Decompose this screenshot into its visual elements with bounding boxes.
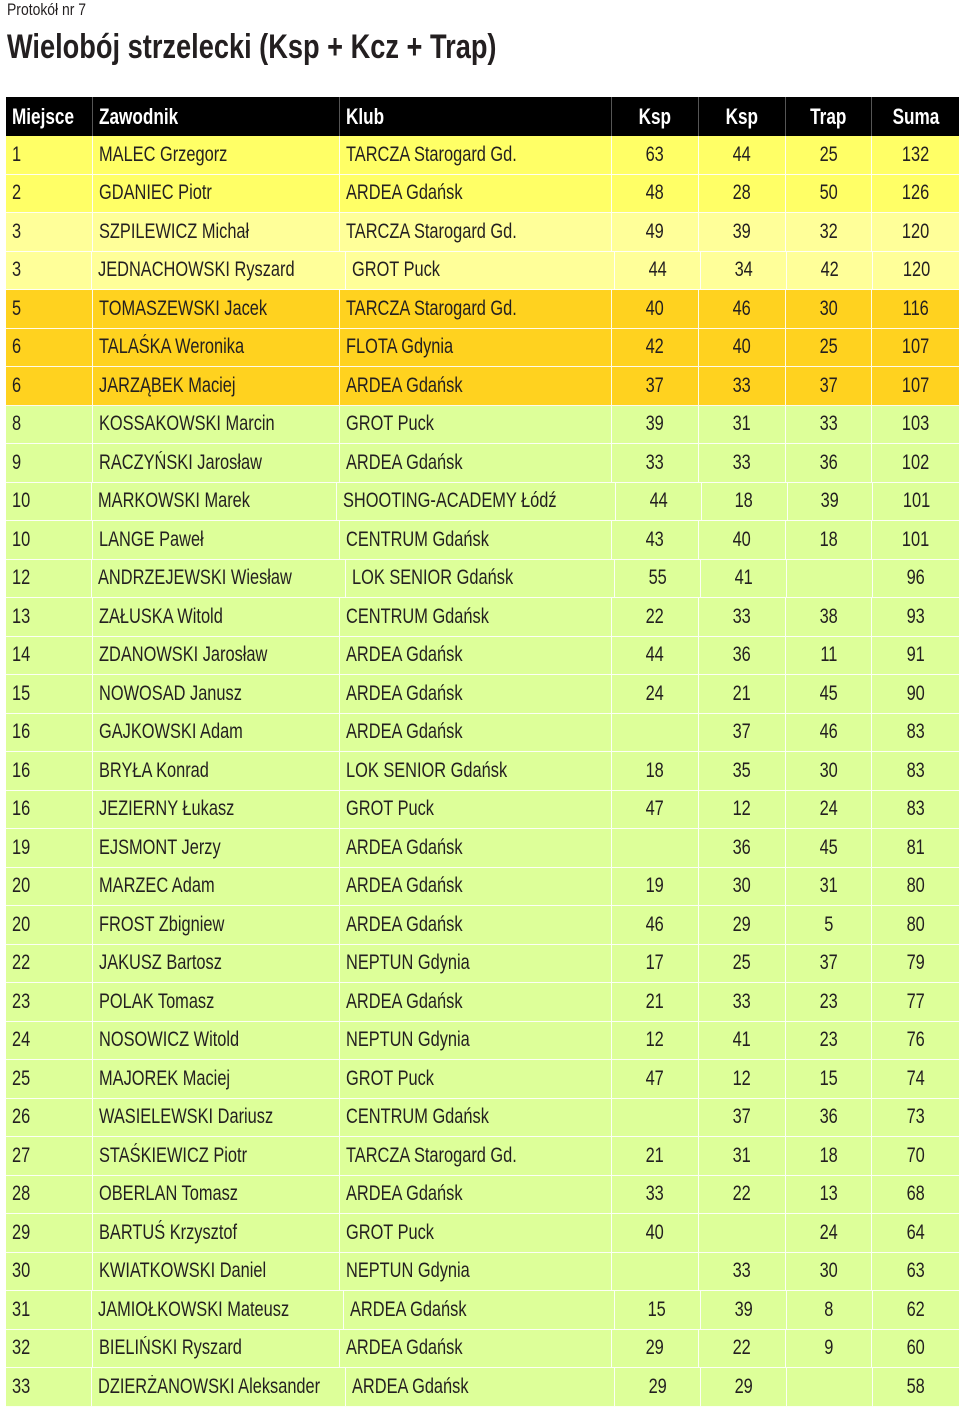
name-cell: BARTUŚ Krzysztof <box>93 1214 341 1253</box>
sum-cell: 80 <box>872 868 959 907</box>
name-cell: OBERLAN Tomasz <box>93 1176 341 1215</box>
club-cell: GROT Puck <box>346 252 615 291</box>
table-row <box>6 1253 959 1292</box>
sum-cell: 103 <box>872 406 959 445</box>
place-cell: 9 <box>6 444 93 483</box>
sum-cell: 93 <box>872 598 959 637</box>
table-row <box>6 598 959 637</box>
ksp-1-cell: 19 <box>612 868 699 907</box>
sum-cell: 58 <box>873 1368 959 1407</box>
sum-cell: 91 <box>872 637 959 676</box>
trap-cell: 13 <box>786 1176 873 1215</box>
ksp-2-cell: 22 <box>699 1330 786 1369</box>
ksp-2-cell: 37 <box>699 714 786 753</box>
sum-cell: 76 <box>872 1022 959 1061</box>
place-cell: 24 <box>6 1022 93 1061</box>
sum-cell: 83 <box>872 714 959 753</box>
name-cell: BIELIŃSKI Ryszard <box>93 1330 341 1369</box>
ksp-2-cell: 35 <box>699 752 786 791</box>
club-cell: CENTRUM Gdańsk <box>340 598 612 637</box>
sum-cell: 79 <box>872 945 959 984</box>
ksp-2-cell: 44 <box>699 136 786 175</box>
sum-cell: 83 <box>872 791 959 830</box>
table-row <box>6 1137 959 1176</box>
name-cell: BRYŁA Konrad <box>93 752 341 791</box>
ksp-2-cell: 36 <box>699 637 786 676</box>
sum-cell: 68 <box>872 1176 959 1215</box>
name-cell: KOSSAKOWSKI Marcin <box>93 406 341 445</box>
name-cell: LANGE Paweł <box>93 521 341 560</box>
sum-cell: 64 <box>872 1214 959 1253</box>
ksp-1-cell: 49 <box>612 213 699 252</box>
sum-cell: 70 <box>872 1137 959 1176</box>
table-row <box>6 406 959 445</box>
name-cell: STAŚKIEWICZ Piotr <box>93 1137 341 1176</box>
ksp-2-cell: 41 <box>701 560 787 599</box>
table-row <box>6 560 959 599</box>
name-cell: JAMIOŁKOWSKI Mateusz <box>92 1291 344 1330</box>
ksp-1-cell: 40 <box>612 290 699 329</box>
name-cell: MALEC Grzegorz <box>93 136 341 175</box>
trap-cell: 25 <box>786 136 873 175</box>
sum-cell: 132 <box>872 136 959 175</box>
club-cell: ARDEA Gdańsk <box>340 675 612 714</box>
place-cell: 31 <box>6 1291 92 1330</box>
trap-cell: 45 <box>786 675 873 714</box>
trap-cell: 37 <box>786 367 873 406</box>
ksp-1-cell: 33 <box>612 1176 699 1215</box>
table-row <box>6 329 959 368</box>
ksp-1-cell: 24 <box>612 675 699 714</box>
ksp-2-cell: 22 <box>699 1176 786 1215</box>
name-cell: GAJKOWSKI Adam <box>93 714 341 753</box>
name-cell: ZDANOWSKI Jarosław <box>93 637 341 676</box>
ksp-1-cell: 47 <box>612 1060 699 1099</box>
table-row <box>6 945 959 984</box>
club-cell: ARDEA Gdańsk <box>340 1176 612 1215</box>
table-row <box>6 136 959 175</box>
ksp-2-cell: 29 <box>701 1368 787 1407</box>
trap-cell <box>787 1368 873 1407</box>
ksp-2-cell: 33 <box>699 367 786 406</box>
name-cell: ZAŁUSKA Witold <box>93 598 341 637</box>
sum-cell: 107 <box>872 329 959 368</box>
ksp-1-cell: 44 <box>615 252 701 291</box>
trap-cell: 37 <box>786 945 873 984</box>
ksp-2-cell: 37 <box>699 1099 786 1138</box>
ksp-2-cell: 12 <box>699 1060 786 1099</box>
place-cell: 33 <box>6 1368 92 1407</box>
protocol-number: Protokół nr 7 <box>7 0 87 19</box>
place-cell: 16 <box>6 714 93 753</box>
name-cell: NOSOWICZ Witold <box>93 1022 341 1061</box>
club-cell: ARDEA Gdańsk <box>340 444 612 483</box>
ksp-1-cell: 43 <box>612 521 699 560</box>
club-cell: GROT Puck <box>340 1060 612 1099</box>
club-cell: LOK SENIOR Gdańsk <box>346 560 615 599</box>
place-cell: 3 <box>6 252 92 291</box>
ksp-2-cell: 33 <box>699 983 786 1022</box>
name-cell: MARZEC Adam <box>93 868 341 907</box>
place-cell: 1 <box>6 136 93 175</box>
ksp-2-cell <box>699 1214 786 1253</box>
table-body <box>6 136 959 1407</box>
ksp-1-cell <box>612 829 699 868</box>
name-cell: JAKUSZ Bartosz <box>93 945 341 984</box>
ksp-2-cell: 12 <box>699 791 786 830</box>
place-cell: 6 <box>6 329 93 368</box>
club-cell: ARDEA Gdańsk <box>340 1330 612 1369</box>
column-header-ksp-1: Ksp <box>612 97 699 136</box>
name-cell: POLAK Tomasz <box>93 983 341 1022</box>
ksp-2-cell: 39 <box>699 213 786 252</box>
club-cell: FLOTA Gdynia <box>340 329 612 368</box>
name-cell: JARZĄBEK Maciej <box>93 367 341 406</box>
sum-cell: 90 <box>872 675 959 714</box>
sum-cell: 73 <box>872 1099 959 1138</box>
ksp-1-cell: 18 <box>612 752 699 791</box>
ksp-1-cell: 48 <box>612 175 699 214</box>
trap-cell <box>787 560 873 599</box>
ksp-1-cell: 15 <box>615 1291 701 1330</box>
table-row <box>6 521 959 560</box>
name-cell: TOMASZEWSKI Jacek <box>93 290 341 329</box>
trap-cell: 24 <box>786 791 873 830</box>
club-cell: GROT Puck <box>340 791 612 830</box>
ksp-1-cell: 21 <box>612 1137 699 1176</box>
trap-cell: 50 <box>786 175 873 214</box>
club-cell: TARCZA Starogard Gd. <box>340 290 612 329</box>
ksp-1-cell <box>612 1099 699 1138</box>
column-header-trap: Trap <box>786 97 873 136</box>
ksp-1-cell: 40 <box>612 1214 699 1253</box>
place-cell: 27 <box>6 1137 93 1176</box>
club-cell: GROT Puck <box>340 406 612 445</box>
name-cell: DZIERŻANOWSKI Aleksander <box>92 1368 346 1407</box>
table-row <box>6 444 959 483</box>
ksp-1-cell: 42 <box>612 329 699 368</box>
trap-cell: 15 <box>786 1060 873 1099</box>
ksp-2-cell: 30 <box>699 868 786 907</box>
name-cell: NOWOSAD Janusz <box>93 675 341 714</box>
ksp-1-cell: 33 <box>612 444 699 483</box>
trap-cell: 36 <box>786 444 873 483</box>
club-cell: ARDEA Gdańsk <box>340 637 612 676</box>
club-cell: SHOOTING-ACADEMY Łódź <box>337 483 616 522</box>
table-row <box>6 367 959 406</box>
sum-cell: 83 <box>872 752 959 791</box>
club-cell: ARDEA Gdańsk <box>340 906 612 945</box>
place-cell: 15 <box>6 675 93 714</box>
ksp-2-cell: 40 <box>699 521 786 560</box>
place-cell: 16 <box>6 752 93 791</box>
table-row <box>6 1330 959 1369</box>
place-cell: 26 <box>6 1099 93 1138</box>
trap-cell: 38 <box>786 598 873 637</box>
trap-cell: 45 <box>786 829 873 868</box>
place-cell: 23 <box>6 983 93 1022</box>
name-cell: MARKOWSKI Marek <box>92 483 337 522</box>
place-cell: 13 <box>6 598 93 637</box>
trap-cell: 11 <box>786 637 873 676</box>
place-cell: 20 <box>6 906 93 945</box>
sum-cell: 62 <box>873 1291 959 1330</box>
sum-cell: 77 <box>872 983 959 1022</box>
name-cell: JEDNACHOWSKI Ryszard <box>92 252 346 291</box>
place-cell: 25 <box>6 1060 93 1099</box>
sum-cell: 120 <box>873 252 959 291</box>
table-row <box>6 175 959 214</box>
ksp-2-cell: 25 <box>699 945 786 984</box>
place-cell: 20 <box>6 868 93 907</box>
ksp-1-cell: 46 <box>612 906 699 945</box>
club-cell: ARDEA Gdańsk <box>340 714 612 753</box>
place-cell: 29 <box>6 1214 93 1253</box>
column-header-ksp-2: Ksp <box>699 97 786 136</box>
place-cell: 2 <box>6 175 93 214</box>
sum-cell: 96 <box>873 560 959 599</box>
club-cell: GROT Puck <box>340 1214 612 1253</box>
place-cell: 12 <box>6 560 92 599</box>
ksp-1-cell: 44 <box>616 483 702 522</box>
results-table <box>6 97 959 1407</box>
table-row <box>6 1368 959 1407</box>
trap-cell: 31 <box>786 868 873 907</box>
sum-cell: 101 <box>873 483 959 522</box>
trap-cell: 23 <box>786 983 873 1022</box>
ksp-1-cell: 63 <box>612 136 699 175</box>
ksp-1-cell: 12 <box>612 1022 699 1061</box>
table-row <box>6 252 959 291</box>
sum-cell: 81 <box>872 829 959 868</box>
place-cell: 19 <box>6 829 93 868</box>
ksp-2-cell: 33 <box>699 444 786 483</box>
ksp-2-cell: 41 <box>699 1022 786 1061</box>
place-cell: 10 <box>6 521 93 560</box>
name-cell: SZPILEWICZ Michał <box>93 213 341 252</box>
column-header-sum: Suma <box>892 103 940 129</box>
place-cell: 8 <box>6 406 93 445</box>
table-row <box>6 752 959 791</box>
trap-cell: 30 <box>786 752 873 791</box>
sum-cell: 60 <box>872 1330 959 1369</box>
club-cell: TARCZA Starogard Gd. <box>340 136 612 175</box>
trap-cell: 46 <box>786 714 873 753</box>
ksp-1-cell: 17 <box>612 945 699 984</box>
page-title: Wielobój strzelecki (Ksp + Kcz + Trap) <box>7 28 497 66</box>
club-cell: ARDEA Gdańsk <box>344 1291 614 1330</box>
table-row <box>6 1176 959 1215</box>
name-cell: KWIATKOWSKI Daniel <box>93 1253 341 1292</box>
place-cell: 6 <box>6 367 93 406</box>
sum-cell: 63 <box>872 1253 959 1292</box>
table-row <box>6 1214 959 1253</box>
ksp-2-cell: 29 <box>699 906 786 945</box>
ksp-1-cell: 29 <box>612 1330 699 1369</box>
ksp-2-cell: 39 <box>701 1291 787 1330</box>
place-cell: 5 <box>6 290 93 329</box>
ksp-2-cell: 34 <box>701 252 787 291</box>
table-header <box>6 97 959 136</box>
name-cell: MAJOREK Maciej <box>93 1060 341 1099</box>
name-cell: TALAŚKA Weronika <box>93 329 341 368</box>
trap-cell: 33 <box>786 406 873 445</box>
club-cell: ARDEA Gdańsk <box>340 983 612 1022</box>
trap-cell: 42 <box>787 252 873 291</box>
club-cell: NEPTUN Gdynia <box>340 945 612 984</box>
table-row <box>6 290 959 329</box>
ksp-1-cell: 21 <box>612 983 699 1022</box>
trap-cell: 8 <box>787 1291 873 1330</box>
table-row <box>6 1099 959 1138</box>
ksp-2-cell: 31 <box>699 1137 786 1176</box>
trap-cell: 5 <box>786 906 873 945</box>
name-cell: ANDRZEJEWSKI Wiesław <box>92 560 346 599</box>
sum-cell: 107 <box>872 367 959 406</box>
ksp-2-cell: 31 <box>699 406 786 445</box>
ksp-2-cell: 21 <box>699 675 786 714</box>
name-cell: WASIELEWSKI Dariusz <box>93 1099 341 1138</box>
table-row <box>6 213 959 252</box>
trap-cell: 32 <box>786 213 873 252</box>
table-row <box>6 906 959 945</box>
column-header-club: Klub <box>340 97 612 136</box>
table-row <box>6 483 959 522</box>
name-cell: GDANIEC Piotr <box>93 175 341 214</box>
ksp-2-cell: 33 <box>699 598 786 637</box>
trap-cell: 36 <box>786 1099 873 1138</box>
club-cell: ARDEA Gdańsk <box>346 1368 615 1407</box>
place-cell: 10 <box>6 483 92 522</box>
place-cell: 30 <box>6 1253 93 1292</box>
ksp-1-cell: 47 <box>612 791 699 830</box>
trap-cell: 39 <box>788 483 874 522</box>
ksp-2-cell: 33 <box>699 1253 786 1292</box>
name-cell: FROST Zbigniew <box>93 906 341 945</box>
table-row <box>6 675 959 714</box>
table-row <box>6 868 959 907</box>
club-cell: CENTRUM Gdańsk <box>340 521 612 560</box>
ksp-1-cell <box>612 1253 699 1292</box>
club-cell: CENTRUM Gdańsk <box>340 1099 612 1138</box>
ksp-2-cell: 28 <box>699 175 786 214</box>
ksp-1-cell: 22 <box>612 598 699 637</box>
trap-cell: 23 <box>786 1022 873 1061</box>
club-cell: LOK SENIOR Gdańsk <box>340 752 612 791</box>
name-cell: EJSMONT Jerzy <box>93 829 341 868</box>
ksp-1-cell: 55 <box>615 560 701 599</box>
column-header-name: Zawodnik <box>93 97 341 136</box>
place-cell: 22 <box>6 945 93 984</box>
trap-cell: 30 <box>786 290 873 329</box>
name-cell: RACZYŃSKI Jarosław <box>93 444 341 483</box>
column-header-place: Miejsce <box>6 97 93 136</box>
ksp-1-cell: 44 <box>612 637 699 676</box>
club-cell: TARCZA Starogard Gd. <box>340 1137 612 1176</box>
table-row <box>6 1291 959 1330</box>
table-row <box>6 983 959 1022</box>
sum-cell: 74 <box>872 1060 959 1099</box>
ksp-2-cell: 40 <box>699 329 786 368</box>
sum-cell: 116 <box>872 290 959 329</box>
trap-cell: 9 <box>786 1330 873 1369</box>
place-cell: 16 <box>6 791 93 830</box>
table-row <box>6 829 959 868</box>
ksp-1-cell: 39 <box>612 406 699 445</box>
ksp-1-cell <box>612 714 699 753</box>
trap-cell: 18 <box>786 521 873 560</box>
place-cell: 28 <box>6 1176 93 1215</box>
club-cell: ARDEA Gdańsk <box>340 868 612 907</box>
table-row <box>6 637 959 676</box>
club-cell: ARDEA Gdańsk <box>340 829 612 868</box>
table-row <box>6 1060 959 1099</box>
sum-cell: 120 <box>872 213 959 252</box>
name-cell: JEZIERNY Łukasz <box>93 791 341 830</box>
place-cell: 32 <box>6 1330 93 1369</box>
ksp-2-cell: 36 <box>699 829 786 868</box>
ksp-2-cell: 18 <box>702 483 788 522</box>
ksp-1-cell: 37 <box>612 367 699 406</box>
club-cell: NEPTUN Gdynia <box>340 1253 612 1292</box>
club-cell: ARDEA Gdańsk <box>340 367 612 406</box>
trap-cell: 30 <box>786 1253 873 1292</box>
sum-cell: 80 <box>872 906 959 945</box>
place-cell: 3 <box>6 213 93 252</box>
place-cell: 14 <box>6 637 93 676</box>
table-row <box>6 791 959 830</box>
sum-cell: 126 <box>872 175 959 214</box>
ksp-1-cell: 29 <box>615 1368 701 1407</box>
table-row <box>6 1022 959 1061</box>
trap-cell: 25 <box>786 329 873 368</box>
ksp-2-cell: 46 <box>699 290 786 329</box>
club-cell: TARCZA Starogard Gd. <box>340 213 612 252</box>
club-cell: ARDEA Gdańsk <box>340 175 612 214</box>
sum-cell: 102 <box>872 444 959 483</box>
club-cell: NEPTUN Gdynia <box>340 1022 612 1061</box>
table-row <box>6 714 959 753</box>
trap-cell: 24 <box>786 1214 873 1253</box>
trap-cell: 18 <box>786 1137 873 1176</box>
sum-cell: 101 <box>872 521 959 560</box>
